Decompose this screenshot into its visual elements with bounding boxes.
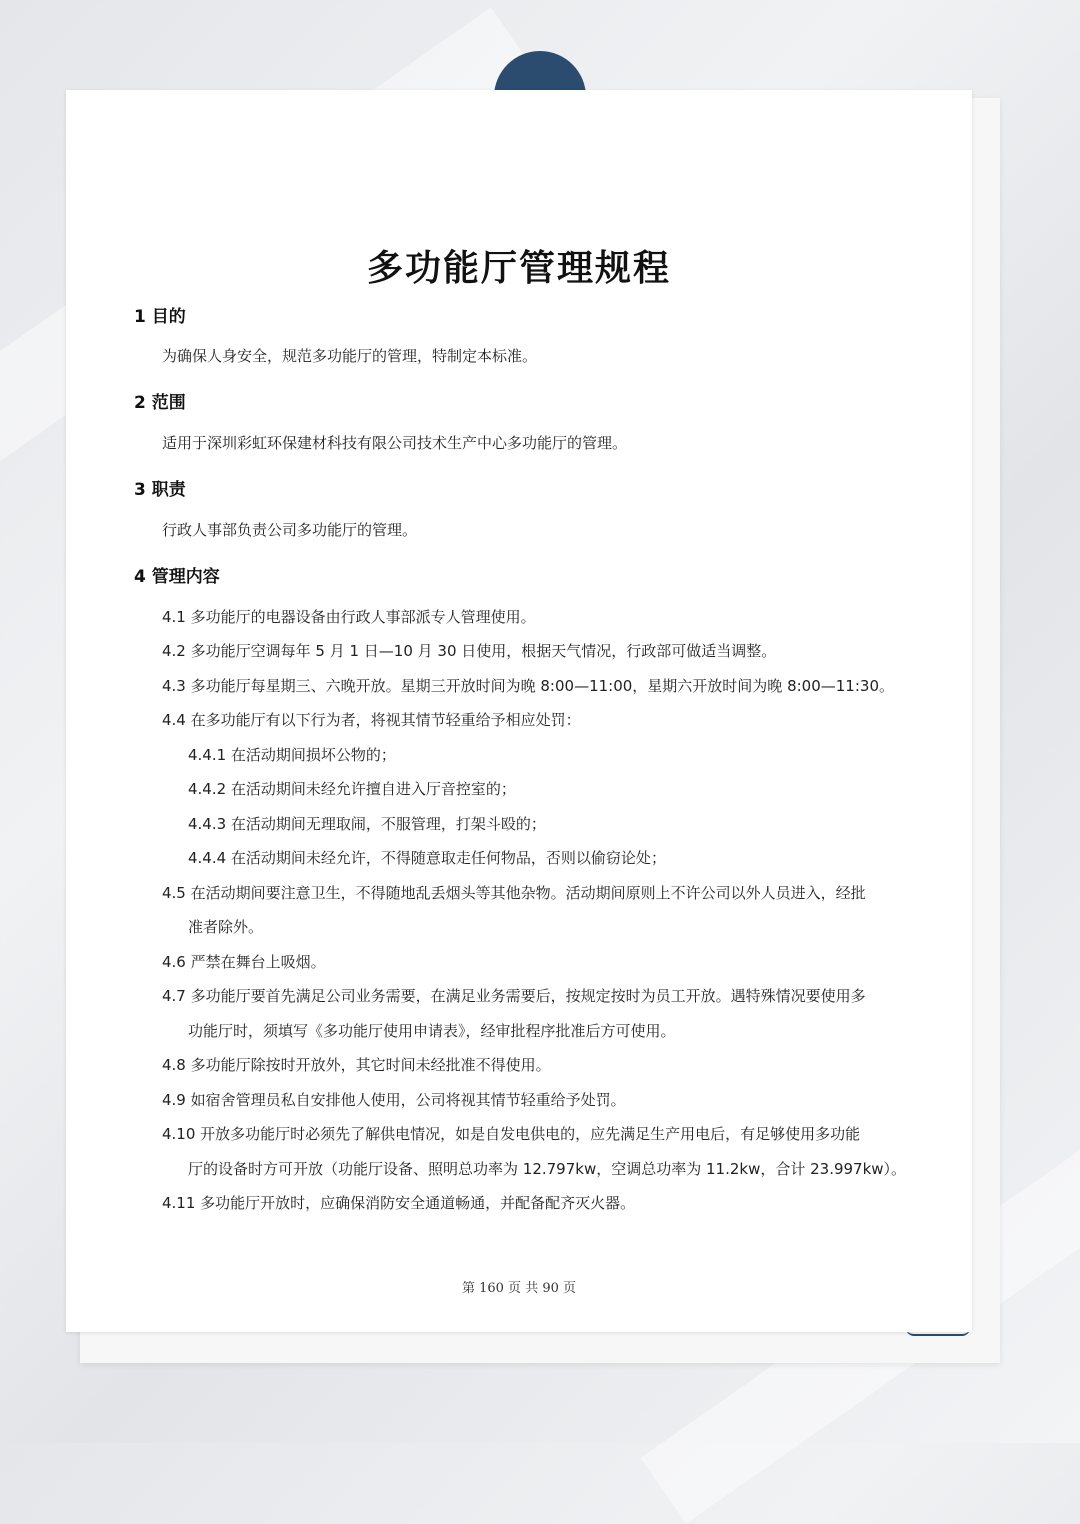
list-item-continuation: 功能厅时，须填写《多功能厅使用申请表》，经审批程序批准后方可使用。 xyxy=(188,1022,676,1040)
list-item: 4.11 多功能厅开放时，应确保消防安全通道畅通，并配备配齐灭火器。 xyxy=(162,1194,636,1212)
list-item: 4.4 在多功能厅有以下行为者，将视其情节轻重给予相应处罚： xyxy=(162,711,581,729)
list-item: 4.8 多功能厅除按时开放外，其它时间未经批准不得使用。 xyxy=(162,1056,551,1074)
section-heading-duties: 3 职责 xyxy=(134,480,186,500)
page-title: 多功能厅管理规程 xyxy=(366,248,671,289)
section-body-purpose: 为确保人身安全，规范多功能厅的管理，特制定本标准。 xyxy=(162,347,538,365)
list-item: 4.7 多功能厅要首先满足公司业务需要，在满足业务需要后，按规定按时为员工开放。遇特殊情况要使用多 xyxy=(162,987,866,1005)
sub-list-item: 4.4.2 在活动期间未经允许擅自进入厅音控室的； xyxy=(188,780,516,798)
list-item: 4.5 在活动期间要注意卫生，不得随地乱丢烟头等其他杂物。活动期间原则上不许公司以外人员进入，经批 xyxy=(162,884,866,902)
list-item: 4.2 多功能厅空调每年 5 月 1 日—10 月 30 日使用，根据天气情况，行政部可做适当调整。 xyxy=(162,642,777,660)
list-item: 4.6 严禁在舞台上吸烟。 xyxy=(162,953,326,971)
list-item-continuation: 准者除外。 xyxy=(188,918,264,936)
document-page xyxy=(66,90,972,1332)
list-item-continuation: 厅的设备时方可开放（功能厅设备、照明总功率为 12.797kw，空调总功率为 11.2kw，合计 23.997kw）。 xyxy=(188,1160,907,1178)
section-body-duties: 行政人事部负责公司多功能厅的管理。 xyxy=(162,521,418,539)
section-heading-purpose: 1 目的 xyxy=(134,307,186,327)
section-body-scope: 适用于深圳彩虹环保建材科技有限公司技术生产中心多功能厅的管理。 xyxy=(162,434,628,452)
page-number: 第 160 页 共 90 页 xyxy=(461,1281,577,1296)
list-item: 4.1 多功能厅的电器设备由行政人事部派专人管理使用。 xyxy=(162,608,536,626)
sub-list-item: 4.4.1 在活动期间损坏公物的； xyxy=(188,746,396,764)
list-item: 4.9 如宿舍管理员私自安排他人使用，公司将视其情节轻重给予处罚。 xyxy=(162,1091,626,1109)
sub-list-item: 4.4.3 在活动期间无理取闹，不服管理，打架斗殴的； xyxy=(188,815,546,833)
sub-list-item: 4.4.4 在活动期间未经允许，不得随意取走任何物品，否则以偷窃论处； xyxy=(188,849,666,867)
section-heading-scope: 2 范围 xyxy=(134,393,186,413)
list-item: 4.3 多功能厅每星期三、六晚开放。星期三开放时间为晚 8:00—11:00，星期六开放时间为晚 8:00—11:30。 xyxy=(162,677,894,695)
section-heading-management: 4 管理内容 xyxy=(134,567,220,587)
list-item: 4.10 开放多功能厅时必须先了解供电情况，如是自发电供电的，应先满足生产用电后，有足够使用多功能 xyxy=(162,1125,861,1143)
